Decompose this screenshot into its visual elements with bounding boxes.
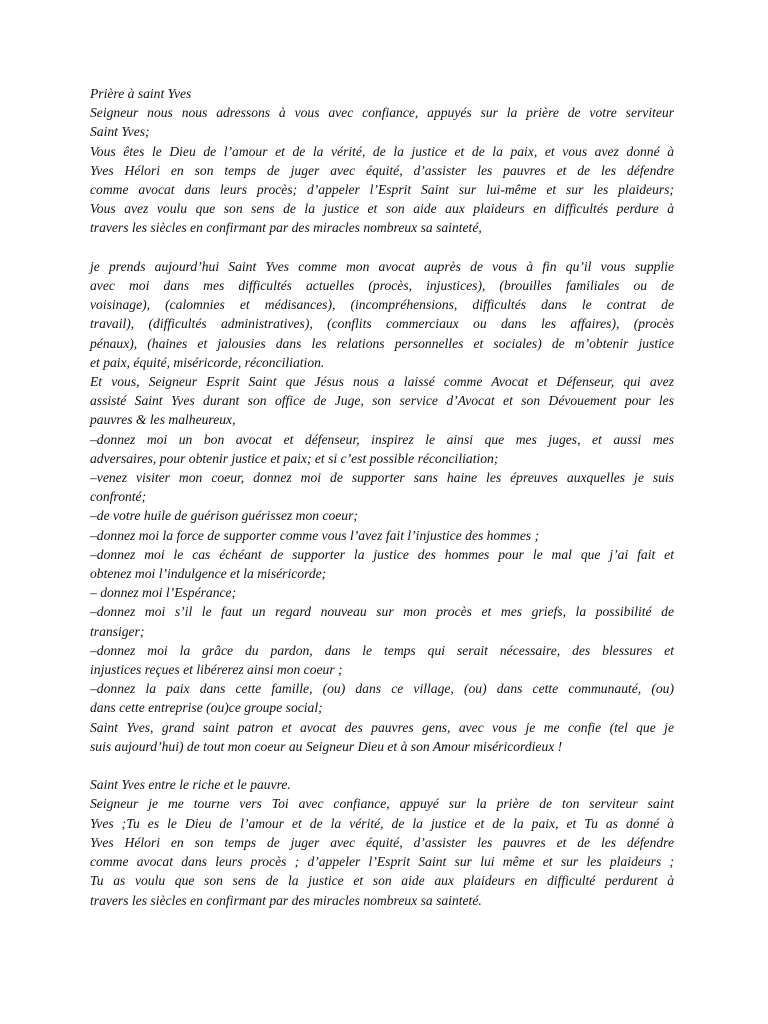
text-line: pauvres & les malheureux, bbox=[90, 412, 236, 428]
text-line: travail), (difficultés administratives), (conflits commerciaux ou dans les affaires), (procès bbox=[90, 316, 674, 332]
text-line: pénaux), (haines et jalousies dans les relations personnelles et sociales) de m’obtenir justice bbox=[90, 335, 674, 351]
text-line: transiger; bbox=[90, 623, 145, 639]
text-line: Yves ;Tu es le Dieu de l’amour et de la vérité, de la justice et de la paix, et Tu as donné à bbox=[90, 815, 674, 831]
text-line: Prière à saint Yves bbox=[90, 86, 192, 101]
text-line: travers les siècles en confirmant par des miracles nombreux sa sainteté. bbox=[90, 892, 482, 908]
text-line: Et vous, Seigneur Esprit Saint que Jésus nous a laissé comme Avocat et Défenseur, qui avez bbox=[90, 374, 674, 390]
blank-line bbox=[90, 238, 674, 257]
text-line: Saint Yves entre le riche et le pauvre. bbox=[90, 777, 291, 793]
text-line: Seigneur je me tourne vers Toi avec confiance, appuyé sur la prière de ton serviteur saint bbox=[90, 796, 674, 812]
text-line: –venez visiter mon coeur, donnez moi de supporter sans haine les épreuves auxquelles je suis bbox=[90, 470, 674, 486]
document-body bbox=[90, 84, 674, 910]
text-line: Saint Yves, grand saint patron et avocat des pauvres gens, avec vous je me confie (tel que je bbox=[90, 719, 674, 735]
text-line: –de votre huile de guérison guérissez mon coeur; bbox=[90, 508, 358, 524]
text-line: Yves Hélori en son temps de juger avec équité, d’assister les pauvres et de les défendre bbox=[90, 162, 674, 178]
text-line: –donnez la paix dans cette famille, (ou) dans ce village, (ou) dans cette communauté, (ou) bbox=[90, 681, 674, 697]
text-line: Seigneur nous nous adressons à vous avec confiance, appuyés sur la prière de votre serviteur bbox=[90, 105, 674, 121]
text-line: et paix, équité, miséricorde, réconciliation. bbox=[90, 354, 325, 370]
text-line: assisté Saint Yves durant son office de Juge, son service d’Avocat et son Dévouement pour les bbox=[90, 393, 674, 409]
text-line: avec moi dans mes difficultés actuelles (procès, injustices), (brouilles familiales ou de bbox=[90, 278, 674, 294]
text-line: Yves Hélori en son temps de juger avec équité, d’assister les pauvres et de les défendre bbox=[90, 834, 674, 850]
text-line: comme avocat dans leurs procès; d’appeler l’Esprit Saint sur lui-même et sur les plaideurs; bbox=[90, 182, 674, 198]
text-line: Tu as voulu que son sens de la justice et son aide aux plaideurs en difficulté perdurent à bbox=[90, 873, 674, 889]
text-line: –donnez moi la grâce du pardon, dans le temps qui serait nécessaire, des blessures et bbox=[90, 642, 674, 658]
text-line: adversaires, pour obtenir justice et paix; et si c’est possible réconciliation; bbox=[90, 450, 499, 466]
text-line: dans cette entreprise (ou)ce groupe social; bbox=[90, 700, 323, 716]
text-line: obtenez moi l’indulgence et la miséricorde; bbox=[90, 566, 327, 582]
text-line: suis aujourd’hui) de tout mon coeur au Seigneur Dieu et à son Amour miséricordieux ! bbox=[90, 738, 563, 754]
text-line: –donnez moi s’il le faut un regard nouveau sur mon procès et mes griefs, la possibilité de bbox=[90, 604, 674, 620]
text-line: Vous êtes le Dieu de l’amour et de la vérité, de la justice et de la paix, et vous avez donné à bbox=[90, 143, 674, 159]
text-line: injustices reçues et libérerez ainsi mon coeur ; bbox=[90, 662, 343, 678]
text-line: –donnez moi un bon avocat et défenseur, inspirez le ainsi que mes juges, et aussi mes bbox=[90, 431, 674, 447]
text-line: comme avocat dans leurs procès ; d’appeler l’Esprit Saint sur lui même et sur les plaideurs ; bbox=[90, 854, 674, 870]
text-line: confronté; bbox=[90, 489, 147, 505]
text-line: je prends aujourd’hui Saint Yves comme mon avocat auprès de vous à fin qu’il vous supplie bbox=[90, 258, 674, 274]
text-line: –donnez moi le cas échéant de supporter la justice des hommes pour le mal que j’ai fait et bbox=[90, 546, 674, 562]
blank-line bbox=[90, 756, 674, 775]
text-line: –donnez moi la force de supporter comme vous l’avez fait l’injustice des hommes ; bbox=[90, 527, 540, 543]
text-line: Vous avez voulu que son sens de la justice et son aide aux plaideurs en difficultés perdure à bbox=[90, 201, 674, 217]
text-line: voisinage), (calomnies et médisances), (incompréhensions, difficultés dans le contrat de bbox=[90, 297, 674, 313]
text-line: Saint Yves; bbox=[90, 124, 150, 140]
text-line: travers les siècles en confirmant par des miracles nombreux sa sainteté, bbox=[90, 220, 482, 236]
text-line: – donnez moi l’Espérance; bbox=[90, 585, 237, 601]
